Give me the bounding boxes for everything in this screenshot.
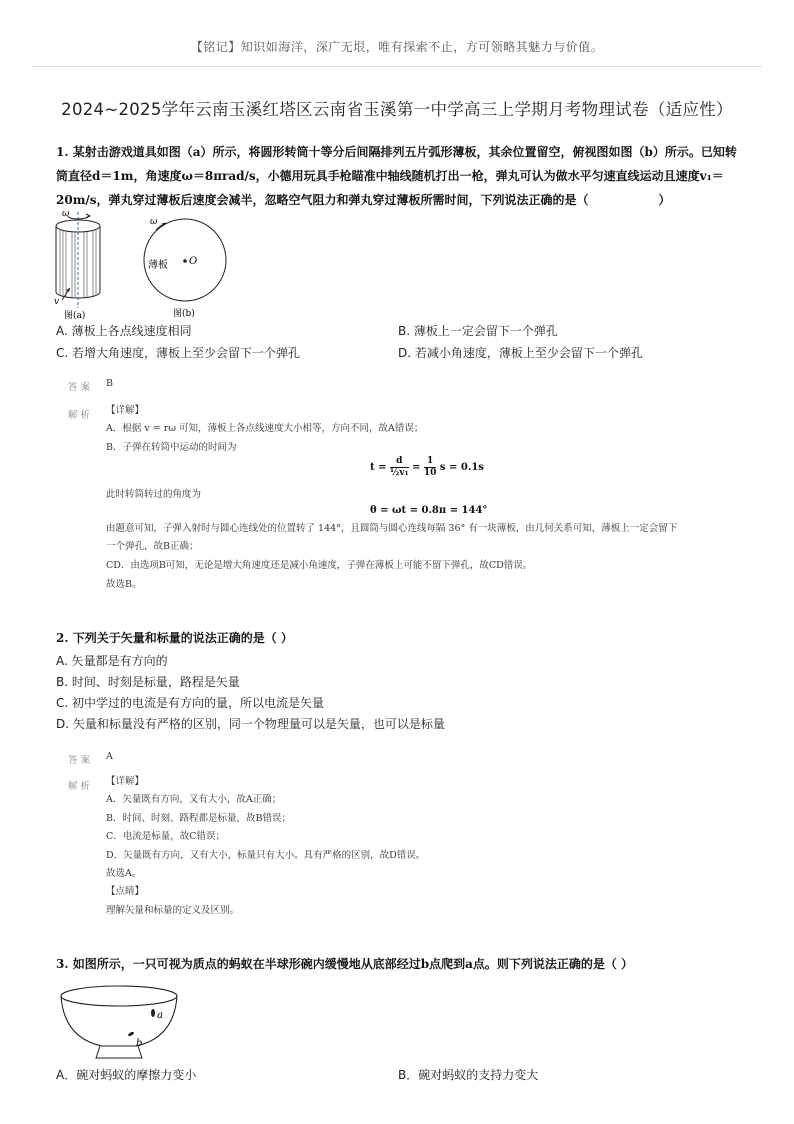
drum-icon [56, 212, 100, 308]
formula-frac-1 [390, 456, 409, 479]
q1-stem-close: ） [658, 193, 671, 207]
q1-explain-b: B．子弹在转筒中运动的时间为 [106, 442, 237, 453]
q3-point-a-label: a [157, 1010, 163, 1021]
q1-stem-line-1: 1. 某射击游戏道具如图（a）所示，将圆形转筒十等分后间隔排列五片弧形薄板，其余位置留空，俯视图如图（b）所示。已知转 [56, 145, 737, 159]
ant-icon [127, 1009, 155, 1037]
q2-stem: 2. 下列关于矢量和标量的说法正确的是（ ） [56, 631, 293, 645]
q2-analysis-label: 解 析 [68, 781, 91, 792]
q1-option-c[interactable]: C. 若增大角速度，薄板上至少会留下一个弹孔 [56, 346, 301, 360]
formula-frac-2-num: 1 [424, 456, 437, 468]
q3-bowl-figure [54, 982, 184, 1062]
q3-option-b[interactable]: B．碗对蚂蚁的支持力变大 [398, 1068, 539, 1082]
page-title: 2024~2025学年云南玉溪红塔区云南省玉溪第一中学高三上学期月考物理试卷（适应性） [61, 100, 733, 119]
q1-detail-tag: 【详解】 [106, 405, 145, 416]
q1-formula-angle: θ = ωt = 0.8π = 144° [370, 505, 488, 516]
q1-analysis-label: 解 析 [68, 410, 91, 421]
q1-stem [56, 140, 756, 212]
q2-option-a[interactable]: A. 矢量都是有方向的 [56, 654, 168, 668]
fig-b-board-label: 薄板 [148, 260, 168, 271]
motto-banner: 【铭记】知识如海洋，深广无垠，唯有探索不止，方可领略其魅力与价值。 [190, 40, 604, 54]
center-point [183, 259, 187, 263]
q1-explain-cd: CD．由选项B可知，无论是增大角速度还是减小角速度，子弹在薄板上可能不留下弹孔，故CD错误。 [106, 560, 533, 571]
q1-answer-label: 答 案 [68, 382, 91, 393]
fig-b-o-label: O [189, 256, 198, 267]
q2-explain-a: A．矢量既有方向，又有大小，故A正确； [106, 794, 282, 805]
q1-answer-value: B [106, 378, 113, 389]
q1-option-b[interactable]: B. 薄板上一定会留下一个弹孔 [398, 324, 558, 338]
q2-explain-d: D．矢量既有方向，又有大小，标量只有大小。具有严格的区别，故D错误。 [106, 850, 426, 861]
fig-b-caption: 图(b) [173, 309, 195, 319]
q1-explain-a: A．根据 v = rω 可知，薄板上各点线速度大小相等，方向不同，故A错误； [106, 423, 424, 434]
formula-frac-1-num: d [390, 456, 409, 468]
q2-detail-tag: 【详解】 [106, 776, 145, 787]
q1-stem-line-3 [56, 188, 756, 212]
bowl-icon [61, 986, 177, 1058]
fig-b-omega-label: ω [150, 217, 158, 227]
q2-explain-b: B．时间、时刻、路程都是标量，故B错误； [106, 813, 291, 824]
q2-point-tag: 【点睛】 [106, 886, 145, 897]
q2-option-b[interactable]: B. 时间、时刻是标量，路程是矢量 [56, 675, 240, 689]
q2-option-d[interactable]: D. 矢量和标量没有严格的区别，同一个物理量可以是矢量，也可以是标量 [56, 717, 445, 731]
q2-point-text: 理解矢量和标量的定义及区别。 [106, 905, 240, 916]
q1-conclusion: 故选B。 [106, 579, 142, 590]
q1-explain-reason-1: 由题意可知，子弹入射时与圆心连线处的位置转了 144°，且圆筒与圆心连线每隔 36° 有一块薄板，由几何关系可知，薄板上一定会留下 [106, 523, 678, 534]
q1-option-d[interactable]: D. 若减小角速度，薄板上至少会留下一个弹孔 [398, 346, 643, 360]
formula-frac-2-den: 10 [423, 468, 437, 478]
formula-frac-1-den: ½v₁ [389, 468, 409, 478]
formula-eq: = [412, 462, 421, 473]
formula-frac-2 [424, 456, 437, 479]
fig-a-v-label: v [54, 297, 60, 307]
fig-a-omega-label: ω [62, 209, 70, 219]
q2-explain-c: C．电流是标量，故C错误； [106, 831, 226, 842]
q1-figure-a [50, 204, 110, 320]
q2-conclusion: 故选A。 [106, 868, 142, 879]
q1-formula-time [370, 456, 484, 479]
q1-figure-b [140, 210, 230, 320]
formula-t: t = [370, 462, 387, 473]
formula-tail: s = 0.1s [439, 462, 484, 473]
fig-a-caption: 图(a) [64, 311, 86, 320]
q1-stem-line-2: 筒直径d＝1m，角速度ω＝8πrad/s，小德用玩具手枪瞄准中轴线随机打出一枪，弹丸可认为做水平匀速直线运动且速度v₁＝ [56, 169, 724, 183]
q1-stem-line-3-text: 20m/s，弹丸穿过薄板后速度会减半，忽略空气阻力和弹丸穿过薄板所需时间，下列说法正确的是（ [56, 193, 589, 207]
q2-answer-value: A [106, 751, 113, 762]
q1-explain-angle: 此时转筒转过的角度为 [106, 489, 202, 500]
q2-answer-label: 答 案 [68, 755, 91, 766]
q1-option-a[interactable]: A. 薄板上各点线速度相同 [56, 324, 192, 338]
q2-option-c[interactable]: C. 初中学过的电流是有方向的量，所以电流是矢量 [56, 696, 325, 710]
q3-stem: 3. 如图所示，一只可视为质点的蚂蚁在半球形碗内缓慢地从底部经过b点爬到a点。则下列说法正确的是（ ） [56, 957, 634, 971]
header-divider [32, 66, 762, 67]
q1-explain-reason-2: 一个弹孔，故B正确； [106, 541, 199, 552]
q3-point-b-label: b [136, 1038, 143, 1049]
q3-option-a[interactable]: A．碗对蚂蚁的摩擦力变小 [56, 1068, 197, 1082]
